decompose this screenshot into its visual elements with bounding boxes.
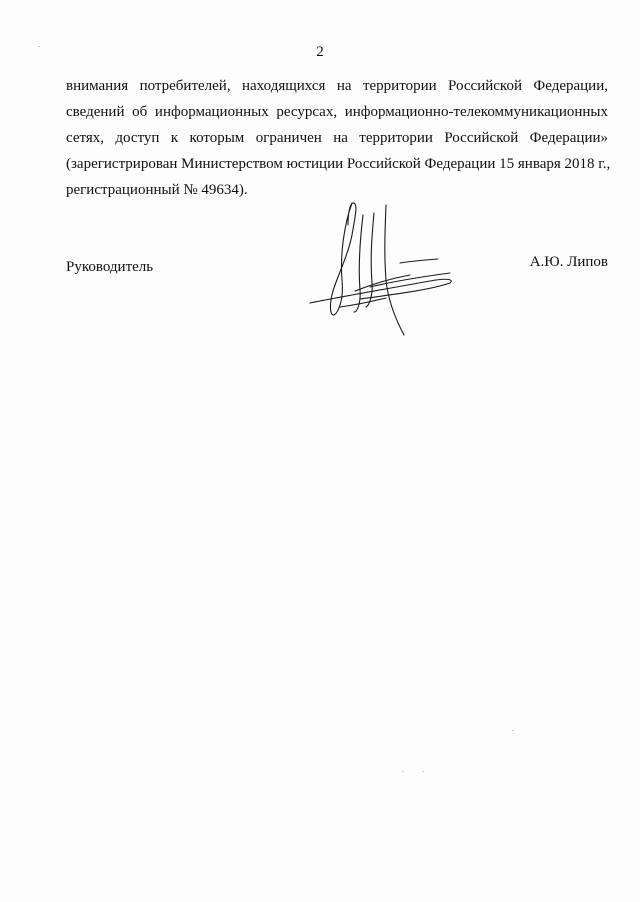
scan-speck bbox=[38, 46, 40, 47]
paragraph bbox=[66, 73, 611, 203]
scan-speck bbox=[512, 730, 514, 731]
handwritten-signature bbox=[300, 195, 465, 340]
paragraph-line-2: сведений об информационных ресурсах, информационно-телекоммуникационных bbox=[66, 104, 608, 120]
paragraph-line-5: регистрационный № 49634). bbox=[66, 182, 248, 198]
signer-name: А.Ю. Липов bbox=[529, 254, 608, 270]
paragraph-line-4: (зарегистрирован Министерством юстиции Российской Федерации 15 января 2018 г., bbox=[66, 156, 611, 172]
paragraph-line-1: внимания потребителей, находящихся на территории Российской Федерации, bbox=[66, 78, 608, 94]
page-number: 2 bbox=[316, 44, 324, 60]
scan-speck bbox=[422, 771, 424, 772]
signer-role: Руководитель bbox=[66, 259, 154, 275]
paragraph-line-3: сетях, доступ к которым ограничен на территории Российской Федерации» bbox=[66, 130, 608, 146]
scan-speck bbox=[402, 771, 404, 772]
